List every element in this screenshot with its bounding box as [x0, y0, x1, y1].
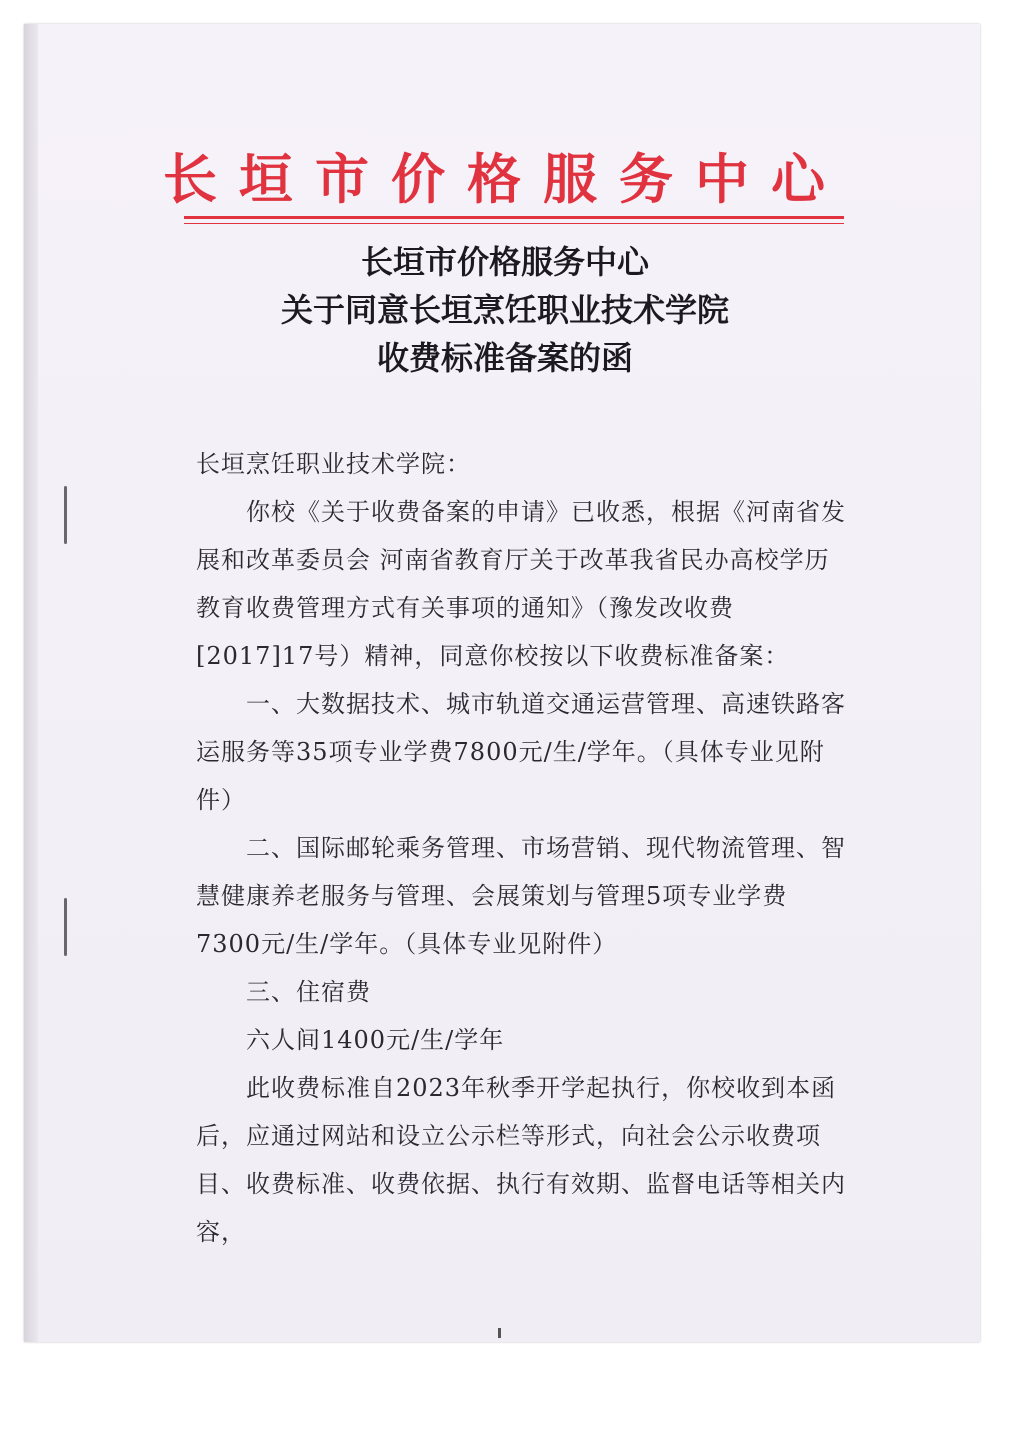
paragraph-item-3-heading: 三、住宿费	[246, 978, 371, 1006]
paragraph-item-3-detail: 六人间1400元/生/学年	[246, 1026, 505, 1054]
salutation: 长垣烹饪职业技术学院：	[196, 450, 471, 478]
paragraph-intro: 你校《关于收费备案的申请》已收悉，根据《河南省发展和改革委员会 河南省教育厅关于改革我省民办高校学历教育收费管理方式有关事项的通知》（豫发改收费[2017]17号）精神，同意你校按以下收费标准备案：	[196, 498, 846, 670]
scan-mark	[498, 1328, 501, 1338]
letterhead-red-rule-thin	[184, 223, 844, 224]
title-line-2: 关于同意长垣烹饪职业技术学院	[280, 291, 729, 329]
letterhead-title: 长垣市价格服务中心	[163, 148, 847, 211]
title-line-3: 收费标准备案的函	[376, 339, 633, 377]
binding-staple-bottom	[64, 898, 67, 956]
page-edge-shadow	[24, 24, 38, 1342]
document-title	[160, 238, 850, 382]
letterhead-red-rule	[184, 216, 844, 219]
title-line-1: 长垣市价格服务中心	[360, 243, 649, 281]
binding-staple-top	[64, 486, 67, 544]
paragraph-effective-date: 此收费标准自2023年秋季开学起执行，你校收到本函后，应通过网站和设立公示栏等形式，向社会公示收费项目、收费标准、收费依据、执行有效期、监督电话等相关内容，	[196, 1074, 846, 1246]
document-body	[196, 440, 852, 1256]
paragraph-item-2: 二、国际邮轮乘务管理、市场营销、现代物流管理、智慧健康养老服务与管理、会展策划与管理5项专业学费7300元/生/学年。（具体专业见附件）	[196, 834, 846, 958]
paragraph-item-1: 一、大数据技术、城市轨道交通运营管理、高速铁路客运服务等35项专业学费7800元/生/学年。（具体专业见附件）	[196, 690, 846, 814]
